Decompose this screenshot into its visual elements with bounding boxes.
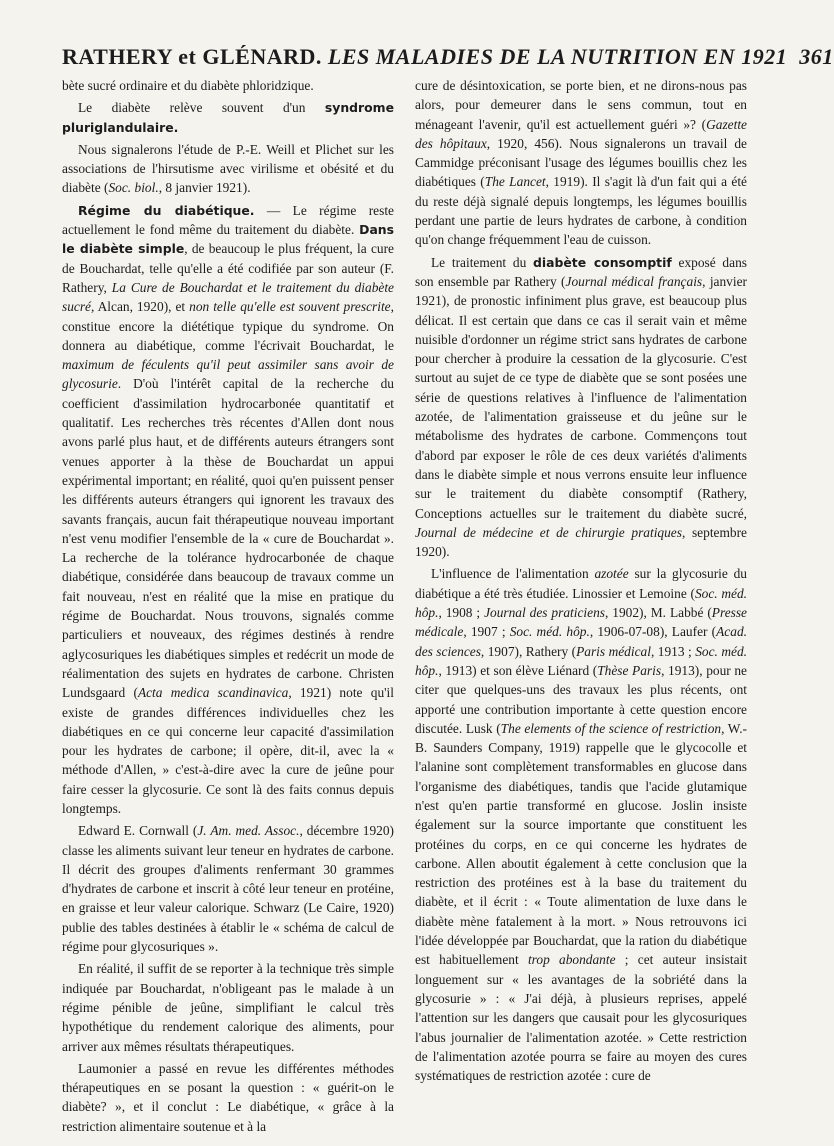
italic-run: azotée [594, 566, 629, 582]
paragraph [415, 564, 747, 1085]
text-run: , Alcan, 1920), et [91, 299, 190, 315]
text-run: bète sucré ordinaire et du diabète phloridzique. [62, 78, 314, 93]
text-run: ; cet auteur insistait longuement sur « les avantages de la sobriété dans la glycosurie » : « J'ai déjà, à plusieurs reprises, appelé l'attention sur les dangers que causait pour les glycosuriques l'abus journalier de l'alimentation azotée. » Cette restriction de l'alimentation azotée pourra se faire au moyen des cures systématiques de restriction azotée : cure de [415, 952, 747, 1084]
text-run: Le traitement du [431, 254, 534, 270]
text-run: , 1920, 456). Nous signalerons un travail de Cammidge préconisant l'usage des légumes bouillis chez les diabétiques ( [415, 135, 747, 190]
paragraph [62, 1059, 394, 1136]
text-run: , 1906-07-08), Laufer ( [589, 624, 717, 640]
text-run: — Le régime reste actuellement le fond même du traitement du diabète. [62, 202, 395, 238]
header-authors: RATHERY et GLÉNARD. [62, 44, 322, 69]
paragraph [62, 98, 394, 137]
bold-run: syndrome pluriglandulaire. [62, 100, 394, 135]
header-title: LES MALADIES DE LA NUTRITION EN 1921 [327, 44, 788, 69]
page-number: 361 [799, 44, 834, 69]
text-run: sur la glycosurie du diabétique a été très étudiée. Linossier et Lemoine ( [415, 566, 747, 601]
left-column [62, 76, 394, 1139]
running-header [62, 44, 834, 70]
italic-run: Presse médicale [415, 605, 747, 640]
text-run: , W.-B. Saunders Company, 1919) rappelle que le glycocolle et l'alanine sont complètement transformables en glucose dans l'organisme des diabétiques, tandis que l'acide glutamique n'est qu'en partie transformé en glucose. Joslin insiste également sur la source importante que constituent les protéines du corps, en ce qui concerne les hydrates de carbone. Allen aboutit également à cette conclusion que la restriction des protéines est à la base du traitement du diabète, et il écrit : « Toute alimentation de luxe dans le diabète mène fatalement à la mort. » Nous retrouvons ici l'idée développée par Bouchardat, que la ration du diabétique est habituellement [415, 720, 748, 968]
text-run: Nous signalerons l'étude de P.-E. Weill et Plichet sur les associations de l'hirsutisme avec virilisme et obésité et du diabète ( [62, 141, 394, 196]
paragraph [62, 959, 394, 1055]
paragraph [62, 140, 394, 198]
italic-run: Soc. méd. hôp. [415, 585, 748, 621]
bold-run: Dans le diabète simple [62, 222, 394, 257]
italic-run: maximum de féculents qu'il peut assimiler sans avoir de glycosurie [62, 357, 394, 392]
italic-run: Soc. biol. [108, 180, 159, 196]
italic-run: trop abondante [527, 952, 616, 968]
text-run: cure de désintoxication, se porte bien, et ne dirons-nous pas alors, pour demeurer dans le sens commun, tout en ménageant l'avenir, qu'il est actuellement guéri »? ( [415, 78, 747, 132]
paragraph [62, 821, 394, 956]
text-run: , 1921) note qu'il existe de grandes différences individuelles chez les diabétiques en ce qui concerne leur capacité d'assimilation pour les hydrates de carbone; il opère, dit-il, avec la « méthode d'Allen, » c'est-à-dire avec la cure de jeûne pour faire cesser la glycosurie. Ce sont là des faits connus depuis longtemps. [62, 685, 394, 816]
text-run: Edward E. Cornwall ( [78, 823, 198, 839]
text-run: En réalité, il suffit de se reporter à la technique très simple indiquée par Bouchardat, n'obligeant pas le malade à un régime pénible de jeûne, simplifiant le calcul très hypothétique du rendement calorique des aliments, pour arriver aux mêmes résultats thérapeutiques. [62, 961, 394, 1054]
italic-run: Thèse Paris [597, 662, 662, 678]
italic-run: non telle qu'elle est souvent prescrite [189, 299, 391, 315]
paragraph [62, 201, 394, 819]
text-run: . D'où l'intérêt capital de la recherche du coefficient d'assimilation hydrocarbonée quantitatif et qualitatif. Les recherches très récentes d'Allen dont nous avons parlé plus haut, et de différents auteurs étrangers sont venues apporter à la thèse de Bouchardat un appui expérimental important; en réalité, quoi qu'en puissent penser les différents auteurs étrangers qui ignorent les travaux des savants français, aucun fait thérapeutique nouveau important n'est venu modifier l'ensemble de la « cure de Bouchardat ». La recherche de la tolérance hydrocarbonée de chaque diabétique, considérée dans beaucoup de travaux comme un fait nouveau, n'est en réalité que la mise en pratique du régime de Bouchardat. Nous trouvons, signalés comme particuliers et nouveaux, des régimes destinés à rendre aglycosuriques les diabétiques simples et redécrit un mode de réalimentation des sujets en hydrates de carbone. Christen Lundsgaard ( [62, 376, 394, 701]
italic-run: Gazette des hôpitaux [415, 116, 747, 151]
italic-run: J. Am. med. Assoc. [197, 823, 300, 839]
italic-run: Paris médical [576, 643, 651, 659]
italic-run: La Cure de Bouchardat et le traitement du diabète sucré [62, 279, 395, 315]
italic-run: Acta medica scandinavica [137, 685, 289, 701]
italic-run: Journal de médecine et de chirurgie pratiques [415, 524, 682, 540]
italic-run: Journal médical français [565, 273, 703, 289]
text-run: , 1919). Il s'agit là d'un fait qui a été du reste déjà signalé depuis longtemps, les légumes bouillis perdant une partie de leurs hydrates de carbone, à condition qu'on change fréquemment l'eau de cuisson. [415, 174, 747, 248]
right-column [415, 76, 747, 1088]
paragraph [415, 76, 747, 250]
text-run: , 1902), M. Labbé ( [604, 605, 712, 621]
text-run: , janvier 1921), de pronostic infiniment plus grave, est beaucoup plus délicat. Il est certain que dans ce cas il serait vain et même nuisible d'ordonner un régime strict sans hydrates de carbone pour chercher à produire la cessation de la glycosurie. C'est surtout au sujet de ce type de diabète que se sont posées une série de questions relatives à l'influence de l'alimentation azotée, de l'alimentation graisseuse et du jeûne sur le métabolisme des hydrates de carbone. Commençons tout d'abord par exposer le rôle de ces deux variétés d'aliments dans le diabète simple et nous verrons ensuite leur influence sur le traitement du diabète consomptif (Rathery, Conceptions actuelles sur le traitement du diabète sucré, [415, 273, 747, 521]
text-run: , septembre 1920). [415, 524, 747, 560]
bold-run: Régime du diabétique. [78, 202, 255, 218]
italic-run: Journal des praticiens [484, 605, 605, 621]
text-run: exposé dans son ensemble par Rathery ( [415, 254, 747, 289]
italic-run: Soc. méd. hôp. [415, 643, 748, 678]
paragraph [415, 253, 747, 562]
text-run: , 1913), pour ne citer que quelques-uns des travaux les plus récents, ont apporté une contribution importante à cette question encore discutée. Lusk ( [415, 662, 747, 736]
italic-run: Soc. méd. hôp. [509, 624, 590, 640]
text-run: , décembre 1920) classe les aliments suivant leur teneur en hydrates de carbone. Il décrit des groupes d'aliments renfermant 30 grammes d'hydrates de carbone et inscrit à côté leur teneur en protéine, en graisse et leur valeur calorique. Schwarz (Le Caire, 1920) publie des tables destinées à établir le « schéma de calcul de régime pour glycosuriques ». [62, 823, 395, 955]
bold-run: diabète consomptif [533, 254, 672, 270]
text-run: , de beaucoup le plus fréquent, la cure de Bouchardat, telle qu'elle a été codifiée par son auteur (F. Rathery, [62, 241, 394, 295]
text-run: Le diabète relève souvent d'un [78, 100, 325, 116]
text-run: , 8 janvier 1921). [158, 180, 251, 196]
text-run: , 1907 ; [463, 624, 510, 640]
text-run: , constitue encore la diététique typique du syndrome. On donnera au diabétique, comme l'écrivait Bouchardat, le [62, 299, 394, 353]
italic-run: The Lancet [484, 174, 546, 190]
text-run: , 1908 ; [438, 605, 485, 621]
text-run: L'influence de l'alimentation [431, 566, 595, 582]
italic-run: The elements of the science of restriction [500, 720, 722, 736]
text-run: , 1907), Rathery ( [480, 643, 577, 659]
text-run: , 1913) et son élève Liénard ( [438, 662, 598, 678]
paragraph [62, 76, 394, 95]
italic-run: Acad. des sciences [415, 624, 747, 659]
text-run: Laumonier a passé en revue les différentes méthodes thérapeutiques en se posant la question : « guérit-on le diabète? », et il conclut : Le diabétique, « grâce à la restriction alimentaire soutenue et à la [62, 1060, 394, 1134]
text-run: , 1913 ; [650, 643, 696, 659]
